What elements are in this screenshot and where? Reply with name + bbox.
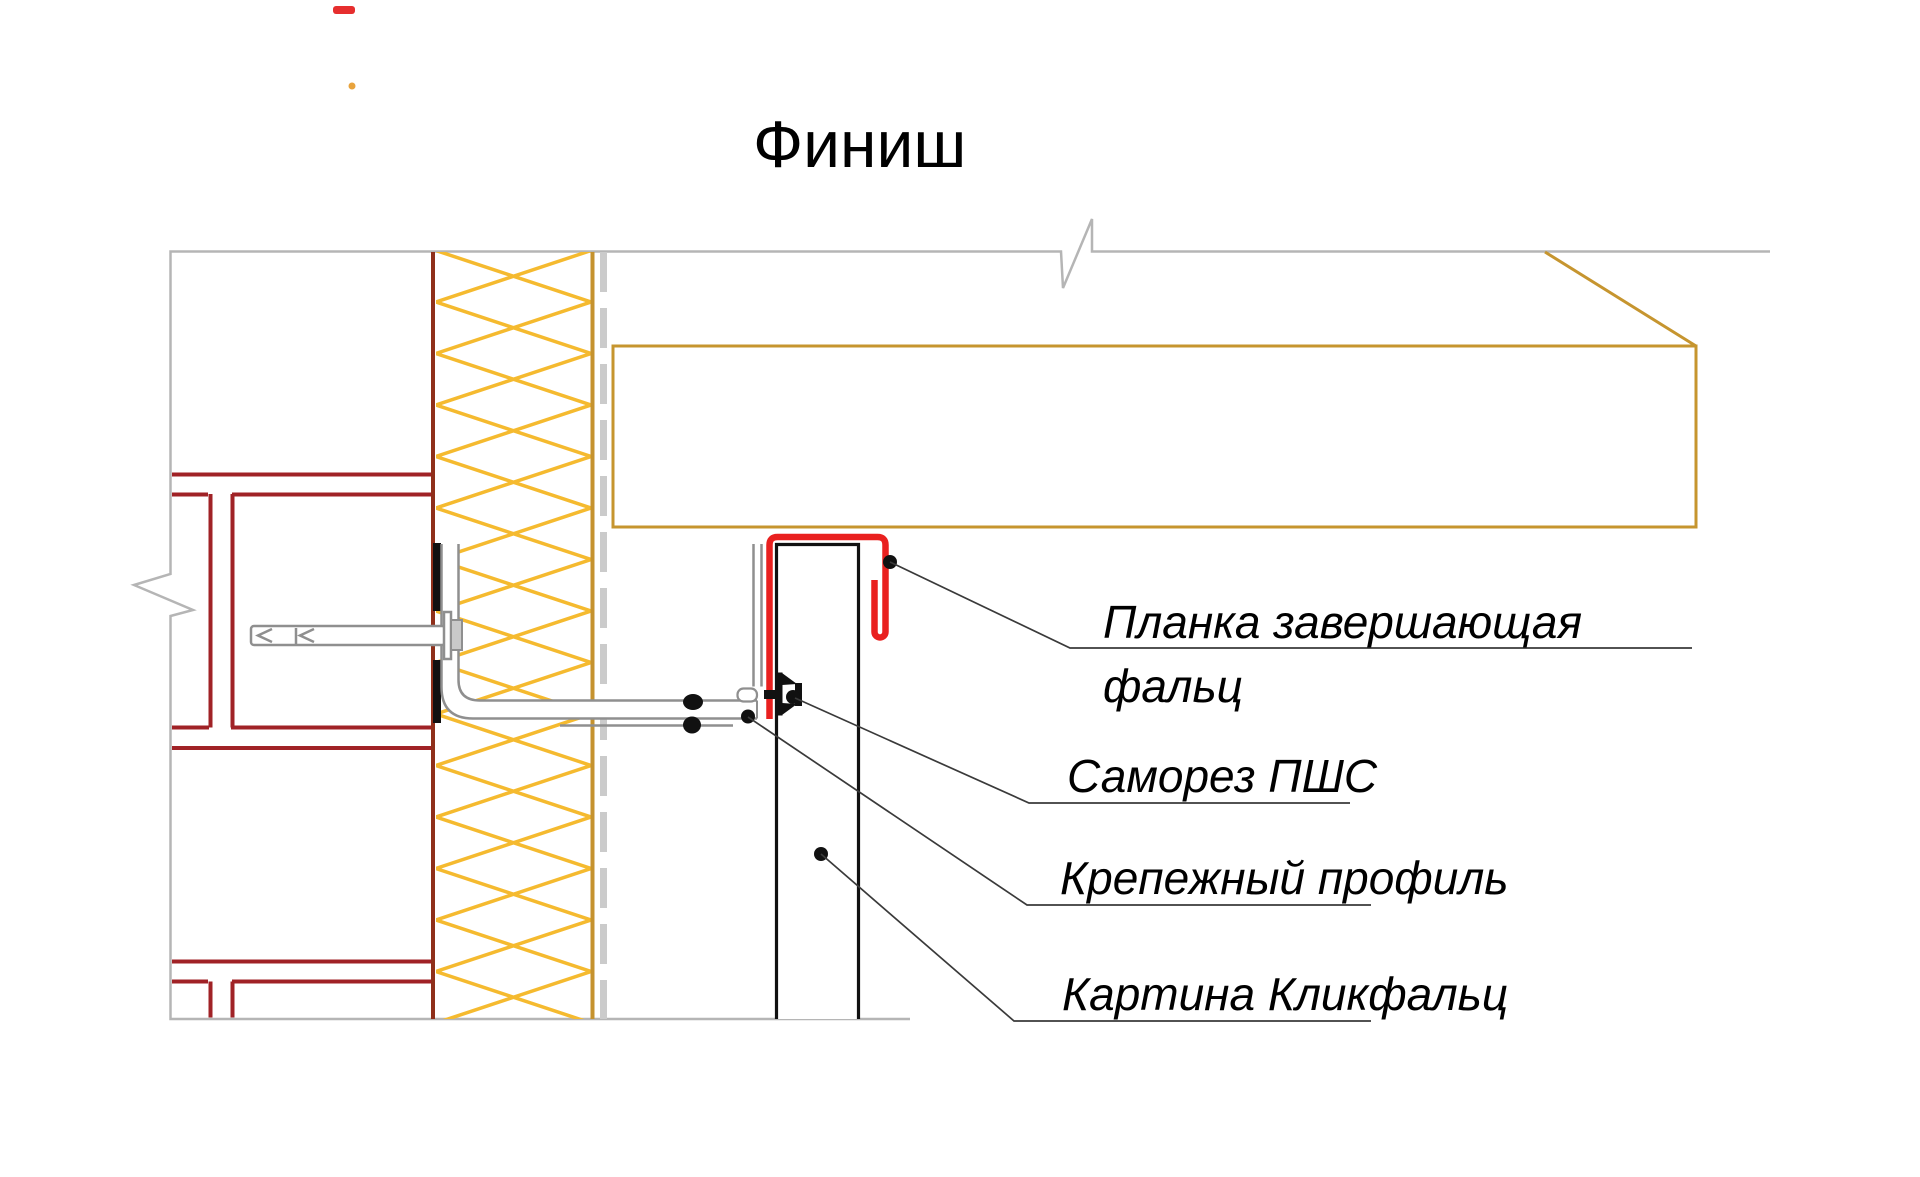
anchor-nut — [451, 620, 462, 650]
anchor-plate — [444, 612, 451, 659]
artifact-marks — [333, 6, 356, 90]
ceiling-beam — [613, 252, 1696, 527]
label-profile: Крепежный профиль — [1060, 852, 1509, 904]
diagram-title: Финиш — [753, 107, 967, 181]
brick-wall-joints — [172, 475, 431, 1018]
label-flashing-line1: Планка завершающая — [1103, 596, 1583, 648]
label-screw: Саморез ПШС — [1067, 750, 1378, 802]
clickfalz-panel-drawing — [777, 545, 859, 1020]
profile-hook — [738, 689, 758, 702]
beam-chamfer-line — [1545, 252, 1696, 346]
fastening-profile-drawing — [738, 544, 762, 702]
label-panel: Картина Кликфальц — [1062, 968, 1509, 1020]
label-flashing-line2: фальц — [1103, 660, 1243, 712]
anchor-bolt — [251, 612, 462, 659]
